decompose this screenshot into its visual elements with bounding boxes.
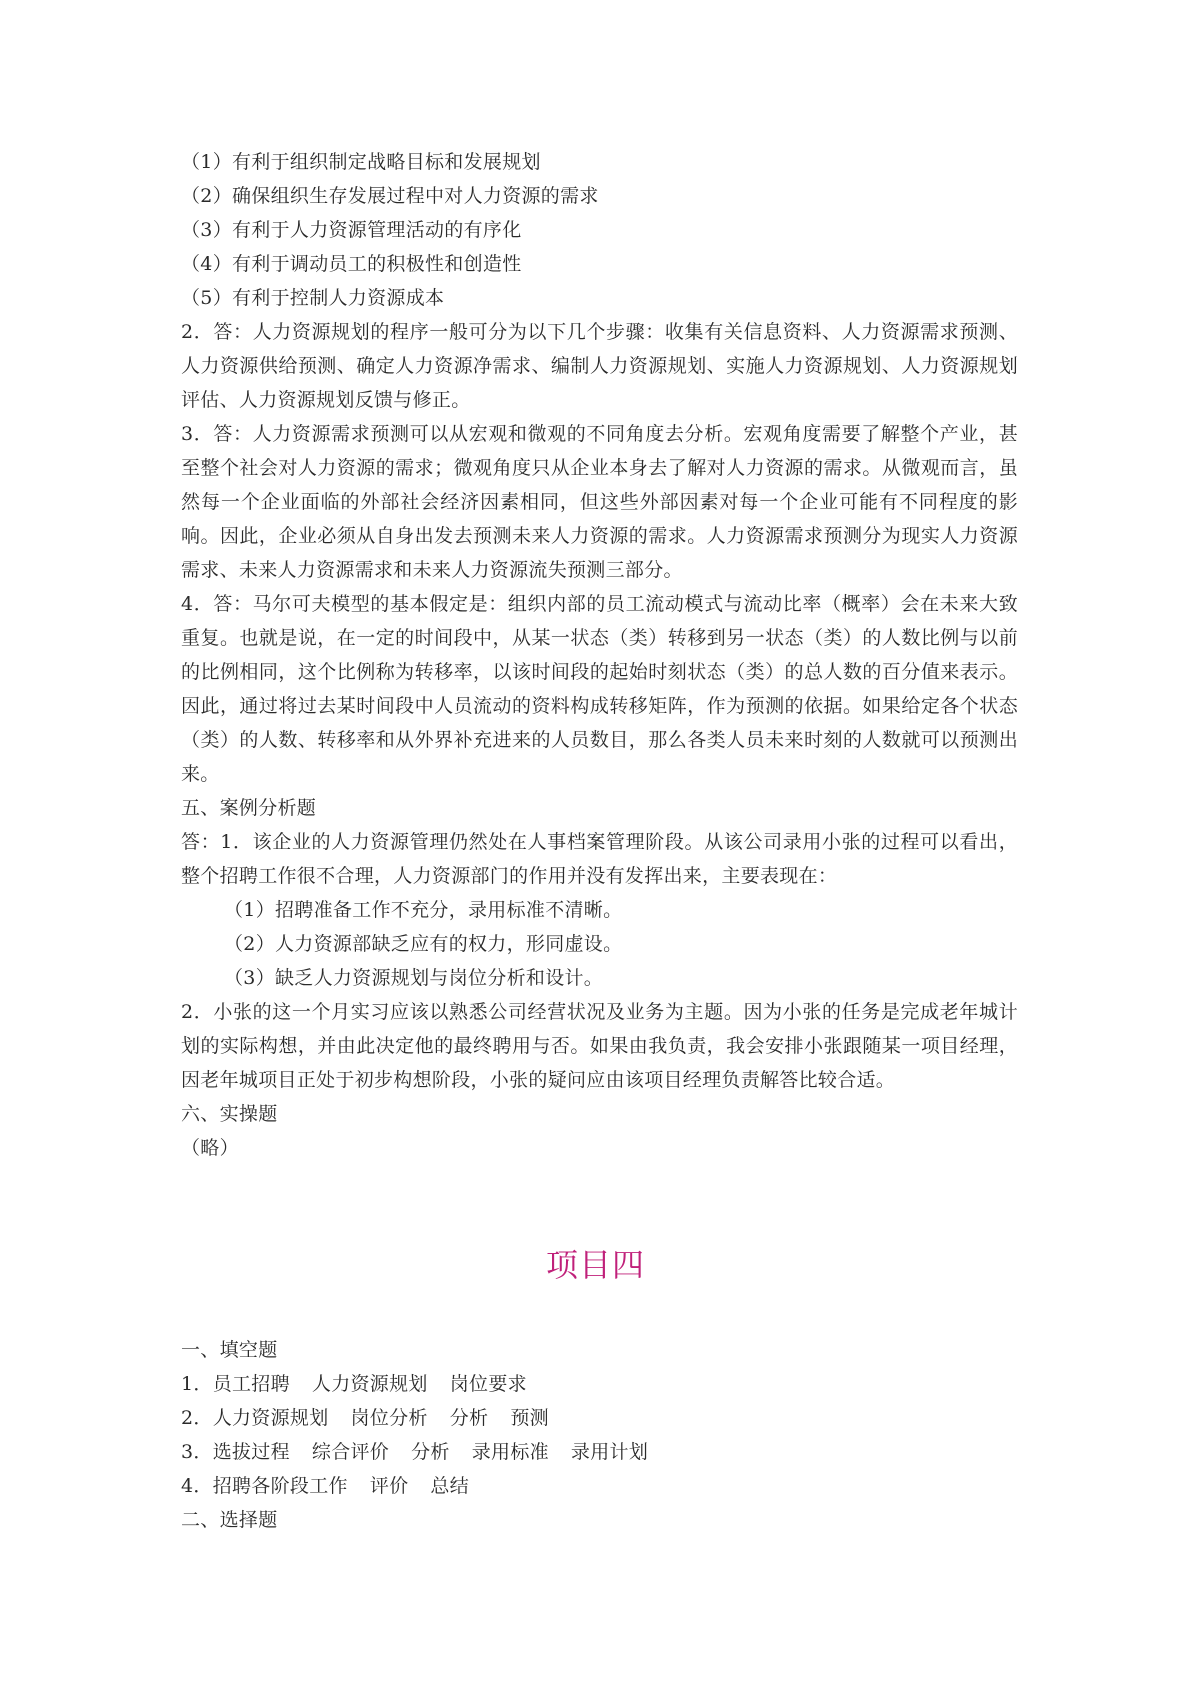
list-item: （3）有利于人力资源管理活动的有序化 xyxy=(181,219,522,241)
answer-term: 选拔过程 xyxy=(212,1441,290,1463)
answer-term: 员工招聘 xyxy=(212,1373,290,1395)
item-number: 3． xyxy=(181,1441,213,1463)
section-heading: 二、选择题 xyxy=(181,1509,278,1531)
answer-term: 评价 xyxy=(369,1475,409,1497)
answer-4-paragraph: 4．答：马尔可夫模型的基本假定是：组织内部的员工流动模式与流动比率（概率）会在未来大致重复。也就是说，在一定的时间段中，从某一状态（类）转移到另一状态（类）的人数比例与以前的比例相同，这个比例称为转移率，以该时间段的起始时刻状态（类）的总人数的百分值来表示。因此，通过将过去某时间段中人员流动的资料构成转移矩阵，作为预测的依据。如果给定各个状态（类）的人数、转移率和从外界补充进来的人员数目，那么各类人员未来时刻的人数就可以预测出来。 xyxy=(181,593,1018,785)
case-point: （1）招聘准备工作不充分，录用标准不清晰。 xyxy=(224,899,623,921)
fill-in-item xyxy=(181,1401,1018,1435)
project-four-section xyxy=(181,1333,1018,1537)
answer-term: 岗位要求 xyxy=(449,1373,527,1395)
list-item: （5）有利于控制人力资源成本 xyxy=(181,287,445,309)
section-body: （略） xyxy=(181,1137,239,1159)
item-number: 4． xyxy=(181,1475,213,1497)
item-number: 1． xyxy=(181,1373,213,1395)
case-point: （2）人力资源部缺乏应有的权力，形同虚设。 xyxy=(224,933,623,955)
answer-3-paragraph: 3．答：人力资源需求预测可以从宏观和微观的不同角度去分析。宏观角度需要了解整个产业，甚至整个社会对人力资源的需求；微观角度只从企业本身去了解对人力资源的需求。从微观而言，虽然每一个企业面临的外部社会经济因素相同，但这些外部因素对每一个企业可能有不同程度的影响。因此，企业必须从自身出发去预测未来人力资源的需求。人力资源需求预测分为现实人力资源需求、未来人力资源需求和未来人力资源流失预测三部分。 xyxy=(181,423,1018,581)
answer-term: 人力资源规划 xyxy=(212,1407,329,1429)
section-heading: 一、填空题 xyxy=(181,1339,278,1361)
section-heading: 五、案例分析题 xyxy=(181,797,317,819)
answer-term: 人力资源规划 xyxy=(311,1373,428,1395)
answer-section xyxy=(181,145,1018,1165)
answer-2-paragraph: 2．答：人力资源规划的程序一般可分为以下几个步骤：收集有关信息资料、人力资源需求预测、人力资源供给预测、确定人力资源净需求、编制人力资源规划、实施人力资源规划、人力资源规划评估、人力资源规划反馈与修正。 xyxy=(181,321,1018,411)
case-answer-2-paragraph: 2．小张的这一个月实习应该以熟悉公司经营状况及业务为主题。因为小张的任务是完成老年城计划的实际构想，并由此决定他的最终聘用与否。如果由我负责，我会安排小张跟随某一项目经理，因老年城项目正处于初步构想阶段，小张的疑问应由该项目经理负责解答比较合适。 xyxy=(181,1001,1018,1091)
answer-term: 分析 xyxy=(411,1441,450,1463)
answer-term: 录用标准 xyxy=(471,1441,549,1463)
list-item: （1）有利于组织制定战略目标和发展规划 xyxy=(181,151,541,173)
answer-term: 总结 xyxy=(430,1475,470,1497)
project-title: 项目四 xyxy=(545,1246,645,1284)
answer-term: 综合评价 xyxy=(311,1441,390,1463)
case-answer-1-paragraph: 答：1．该企业的人力资源管理仍然处在人事档案管理阶段。从该公司录用小张的过程可以看出，整个招聘工作很不合理，人力资源部门的作用并没有发挥出来，主要表现在： xyxy=(181,831,1018,887)
section-heading: 六、实操题 xyxy=(181,1103,278,1125)
case-point: （3）缺乏人力资源规划与岗位分析和设计。 xyxy=(224,967,604,989)
item-number: 2． xyxy=(181,1407,213,1429)
answer-term: 岗位分析 xyxy=(350,1407,428,1429)
answer-term: 录用计划 xyxy=(570,1441,649,1463)
answer-term: 分析 xyxy=(449,1407,489,1429)
fill-in-item xyxy=(181,1435,1018,1469)
answer-term: 招聘各阶段工作 xyxy=(212,1475,348,1497)
fill-in-list xyxy=(181,1367,1018,1503)
fill-in-item xyxy=(181,1469,1018,1503)
answer-term: 预测 xyxy=(510,1407,549,1429)
list-item: （4）有利于调动员工的积极性和创造性 xyxy=(181,253,522,275)
fill-in-item xyxy=(181,1367,1018,1401)
list-item: （2）确保组织生存发展过程中对人力资源的需求 xyxy=(181,185,599,207)
